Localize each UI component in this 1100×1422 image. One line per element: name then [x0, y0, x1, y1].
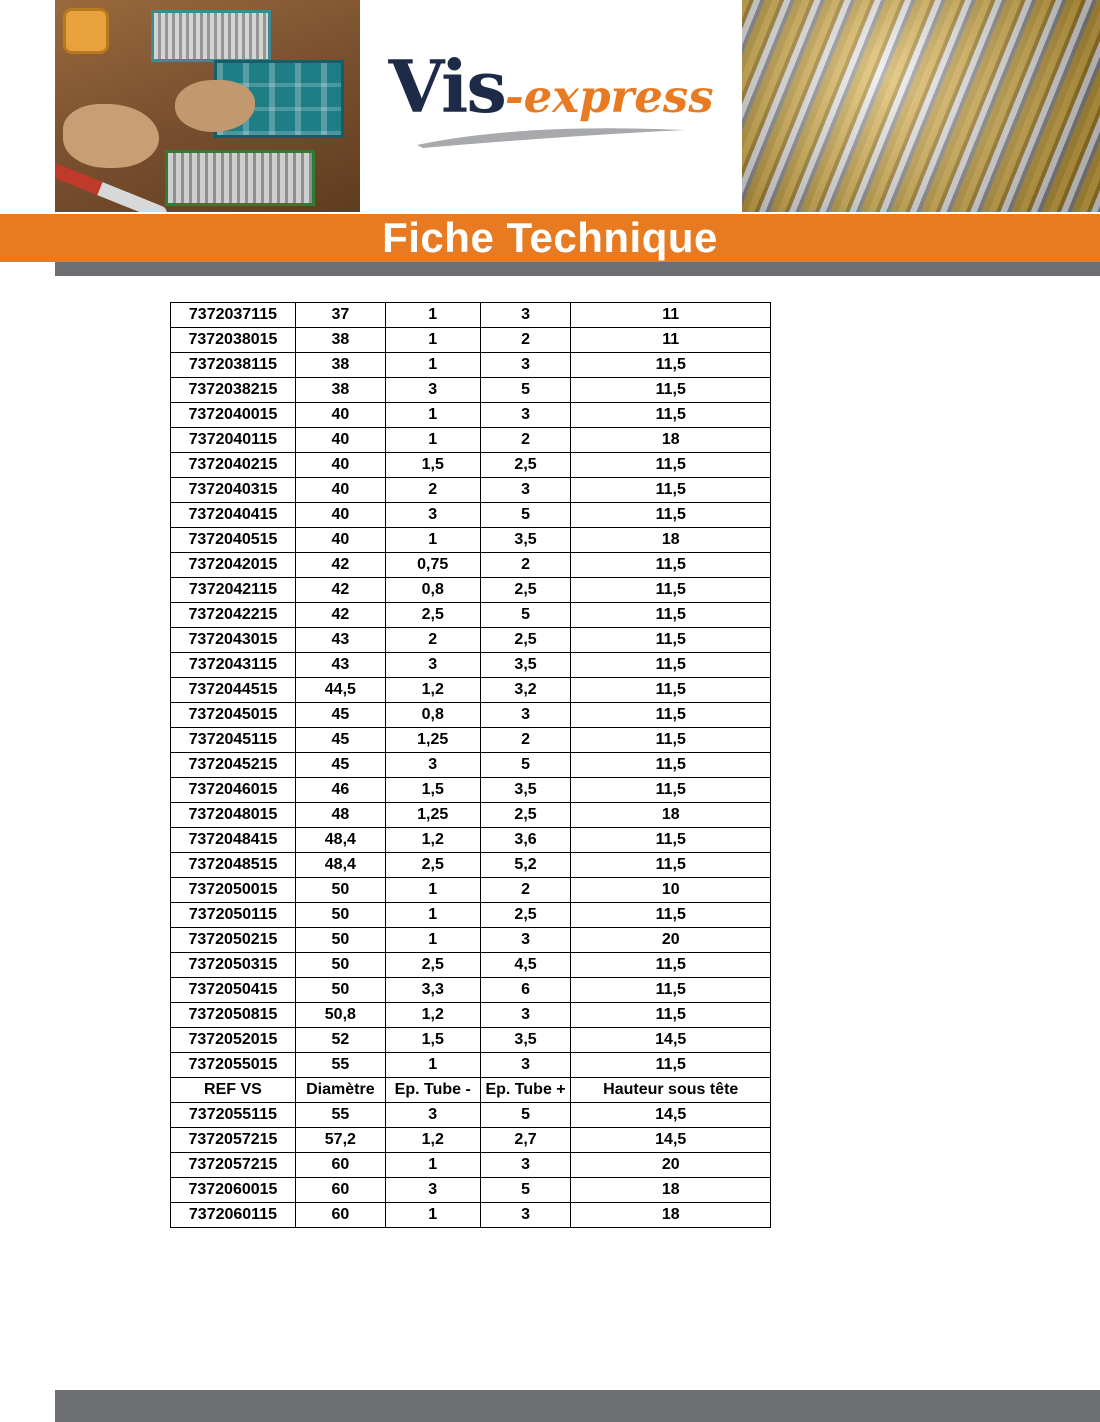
- table-cell: 14,5: [571, 1028, 771, 1053]
- table-cell: 3: [480, 1003, 571, 1028]
- table-cell: 7372043115: [171, 653, 296, 678]
- table-cell: 20: [571, 1153, 771, 1178]
- table-cell: 11,5: [571, 778, 771, 803]
- table-cell: 38: [295, 328, 385, 353]
- spec-table-row: [171, 1103, 771, 1128]
- photo-sheen-decoration: [742, 0, 1100, 212]
- table-cell: 60: [295, 1153, 385, 1178]
- table-cell: 2: [385, 628, 480, 653]
- table-cell: 4,5: [480, 953, 571, 978]
- spec-table-row: [171, 953, 771, 978]
- table-cell: 1: [385, 928, 480, 953]
- table-cell: 40: [295, 503, 385, 528]
- table-cell: 7372037115: [171, 303, 296, 328]
- table-cell: 5: [480, 503, 571, 528]
- table-cell: 7372050415: [171, 978, 296, 1003]
- table-cell: 2,5: [480, 628, 571, 653]
- spec-table-row: [171, 578, 771, 603]
- table-cell: 50: [295, 878, 385, 903]
- column-header-cell: Diamètre: [295, 1078, 385, 1103]
- table-cell: 5: [480, 603, 571, 628]
- table-cell: 11,5: [571, 903, 771, 928]
- workbench-photo: [55, 0, 360, 212]
- table-cell: 50,8: [295, 1003, 385, 1028]
- spec-table-row: [171, 403, 771, 428]
- table-cell: 3: [480, 353, 571, 378]
- table-cell: 3: [385, 1103, 480, 1128]
- table-cell: 14,5: [571, 1128, 771, 1153]
- table-cell: 3: [480, 1053, 571, 1078]
- table-cell: 1: [385, 403, 480, 428]
- spec-table-row: [171, 503, 771, 528]
- screw-box-decoration: [151, 10, 271, 62]
- table-cell: 3: [385, 1178, 480, 1203]
- logo-swoosh-icon: [360, 123, 742, 154]
- table-cell: 2,5: [480, 578, 571, 603]
- table-cell: 0,8: [385, 578, 480, 603]
- spec-table-body: [171, 303, 771, 1228]
- tape-measure-decoration: [63, 8, 109, 54]
- table-cell: 3,5: [480, 653, 571, 678]
- table-cell: 50: [295, 953, 385, 978]
- table-cell: 7372040215: [171, 453, 296, 478]
- table-cell: 1,25: [385, 803, 480, 828]
- table-cell: 1: [385, 528, 480, 553]
- column-header-cell: Ep. Tube -: [385, 1078, 480, 1103]
- table-cell: 11,5: [571, 828, 771, 853]
- table-cell: 11,5: [571, 378, 771, 403]
- table-cell: 7372048415: [171, 828, 296, 853]
- table-cell: 3,3: [385, 978, 480, 1003]
- table-cell: 7372060015: [171, 1178, 296, 1203]
- table-cell: 2: [480, 553, 571, 578]
- table-cell: 2,5: [480, 803, 571, 828]
- table-cell: 1: [385, 878, 480, 903]
- spec-table-row: [171, 478, 771, 503]
- spec-table-row: [171, 328, 771, 353]
- table-cell: 7372057215: [171, 1128, 296, 1153]
- spec-table-row: [171, 753, 771, 778]
- table-cell: 11,5: [571, 653, 771, 678]
- table-cell: 3: [480, 303, 571, 328]
- spec-table-row: [171, 1028, 771, 1053]
- table-cell: 7372040515: [171, 528, 296, 553]
- spec-table-row: [171, 903, 771, 928]
- table-cell: 7372060115: [171, 1203, 296, 1228]
- column-header-cell: REF VS: [171, 1078, 296, 1103]
- table-cell: 6: [480, 978, 571, 1003]
- table-cell: 2,5: [385, 603, 480, 628]
- table-cell: 60: [295, 1203, 385, 1228]
- table-cell: 7372038215: [171, 378, 296, 403]
- spec-table-row: [171, 428, 771, 453]
- table-cell: 7372040115: [171, 428, 296, 453]
- table-cell: 7372045215: [171, 753, 296, 778]
- table-cell: 1,2: [385, 1003, 480, 1028]
- table-cell: 3,2: [480, 678, 571, 703]
- table-cell: 43: [295, 628, 385, 653]
- table-cell: 3,5: [480, 778, 571, 803]
- table-cell: 46: [295, 778, 385, 803]
- spec-table-header-row: [171, 1078, 771, 1103]
- table-cell: 11,5: [571, 503, 771, 528]
- spec-table-row: [171, 1153, 771, 1178]
- table-cell: 7372040415: [171, 503, 296, 528]
- table-cell: 1: [385, 1153, 480, 1178]
- table-cell: 60: [295, 1178, 385, 1203]
- table-cell: 11,5: [571, 703, 771, 728]
- table-cell: 7372050815: [171, 1003, 296, 1028]
- page-title: Fiche Technique: [382, 214, 718, 261]
- table-cell: 2,5: [480, 453, 571, 478]
- table-cell: 11,5: [571, 978, 771, 1003]
- spec-table-row: [171, 1128, 771, 1153]
- table-cell: 7372055115: [171, 1103, 296, 1128]
- table-cell: 1: [385, 903, 480, 928]
- spec-table-row: [171, 378, 771, 403]
- logo: [360, 44, 742, 154]
- table-cell: 40: [295, 428, 385, 453]
- table-cell: 3,6: [480, 828, 571, 853]
- table-cell: 3: [480, 1153, 571, 1178]
- table-cell: 3: [385, 378, 480, 403]
- table-cell: 1,25: [385, 728, 480, 753]
- table-cell: 5,2: [480, 853, 571, 878]
- spec-table-row: [171, 528, 771, 553]
- table-cell: 11: [571, 303, 771, 328]
- spec-table-row: [171, 728, 771, 753]
- logo-brand-primary: Vis: [388, 44, 505, 129]
- table-cell: 11,5: [571, 578, 771, 603]
- table-cell: 11,5: [571, 728, 771, 753]
- footer-bar: [55, 1390, 1100, 1422]
- title-banner: [0, 214, 1100, 262]
- table-cell: 2,7: [480, 1128, 571, 1153]
- table-cell: 37: [295, 303, 385, 328]
- table-cell: 1: [385, 1203, 480, 1228]
- table-cell: 11,5: [571, 603, 771, 628]
- table-cell: 7372040315: [171, 478, 296, 503]
- table-cell: 55: [295, 1053, 385, 1078]
- table-cell: 7372044515: [171, 678, 296, 703]
- spec-table: [170, 302, 771, 1228]
- table-cell: 7372050215: [171, 928, 296, 953]
- table-cell: 7372048015: [171, 803, 296, 828]
- table-cell: 38: [295, 378, 385, 403]
- table-cell: 40: [295, 478, 385, 503]
- table-cell: 7372038015: [171, 328, 296, 353]
- table-cell: 1: [385, 328, 480, 353]
- screw-tray-decoration: [165, 150, 315, 206]
- table-cell: 1,2: [385, 678, 480, 703]
- table-cell: 10: [571, 878, 771, 903]
- table-cell: 11,5: [571, 553, 771, 578]
- table-cell: 1: [385, 303, 480, 328]
- table-cell: 2,5: [385, 853, 480, 878]
- table-cell: 7372052015: [171, 1028, 296, 1053]
- table-cell: 45: [295, 728, 385, 753]
- screws-photo: [742, 0, 1100, 212]
- table-cell: 3: [385, 503, 480, 528]
- table-cell: 0,75: [385, 553, 480, 578]
- table-cell: 7372042115: [171, 578, 296, 603]
- spec-table-row: [171, 453, 771, 478]
- table-cell: 7372045015: [171, 703, 296, 728]
- table-cell: 11,5: [571, 628, 771, 653]
- table-cell: 42: [295, 578, 385, 603]
- table-cell: 1,5: [385, 1028, 480, 1053]
- table-cell: 18: [571, 428, 771, 453]
- table-cell: 18: [571, 528, 771, 553]
- table-cell: 40: [295, 528, 385, 553]
- table-cell: 2: [480, 428, 571, 453]
- divider-bar: [55, 262, 1100, 276]
- spec-table-row: [171, 1053, 771, 1078]
- spec-table-row: [171, 853, 771, 878]
- spec-table-row: [171, 703, 771, 728]
- table-cell: 7372055015: [171, 1053, 296, 1078]
- table-cell: 11,5: [571, 453, 771, 478]
- spec-table-row: [171, 778, 771, 803]
- spec-table-row: [171, 628, 771, 653]
- table-cell: 11,5: [571, 953, 771, 978]
- table-cell: 11,5: [571, 353, 771, 378]
- table-cell: 7372050315: [171, 953, 296, 978]
- table-cell: 11,5: [571, 1053, 771, 1078]
- spec-table-row: [171, 828, 771, 853]
- table-cell: 43: [295, 653, 385, 678]
- spec-table-row: [171, 553, 771, 578]
- table-cell: 1,5: [385, 453, 480, 478]
- table-cell: 1,2: [385, 828, 480, 853]
- table-cell: 18: [571, 1178, 771, 1203]
- table-cell: 45: [295, 753, 385, 778]
- table-cell: 7372038115: [171, 353, 296, 378]
- table-cell: 20: [571, 928, 771, 953]
- table-cell: 2: [385, 478, 480, 503]
- table-cell: 1: [385, 353, 480, 378]
- table-cell: 18: [571, 803, 771, 828]
- table-cell: 2: [480, 728, 571, 753]
- table-cell: 3: [480, 478, 571, 503]
- table-cell: 11: [571, 328, 771, 353]
- spec-table-row: [171, 928, 771, 953]
- table-cell: 3: [385, 653, 480, 678]
- table-cell: 5: [480, 1178, 571, 1203]
- table-cell: 48,4: [295, 853, 385, 878]
- table-cell: 3: [480, 928, 571, 953]
- logo-brand-secondary: -express: [504, 70, 714, 123]
- table-cell: 3: [385, 753, 480, 778]
- spec-table-row: [171, 303, 771, 328]
- table-cell: 11,5: [571, 753, 771, 778]
- table-cell: 42: [295, 553, 385, 578]
- table-cell: 38: [295, 353, 385, 378]
- table-cell: 3: [480, 1203, 571, 1228]
- spec-table-row: [171, 603, 771, 628]
- table-cell: 52: [295, 1028, 385, 1053]
- table-cell: 40: [295, 403, 385, 428]
- table-cell: 7372050115: [171, 903, 296, 928]
- table-cell: 7372050015: [171, 878, 296, 903]
- table-cell: 0,8: [385, 703, 480, 728]
- table-cell: 7372042215: [171, 603, 296, 628]
- table-cell: 11,5: [571, 1003, 771, 1028]
- table-cell: 1: [385, 428, 480, 453]
- table-cell: 7372046015: [171, 778, 296, 803]
- table-cell: 48,4: [295, 828, 385, 853]
- table-cell: 7372045115: [171, 728, 296, 753]
- column-header-cell: Hauteur sous tête: [571, 1078, 771, 1103]
- table-cell: 42: [295, 603, 385, 628]
- table-cell: 40: [295, 453, 385, 478]
- table-cell: 44,5: [295, 678, 385, 703]
- table-cell: 45: [295, 703, 385, 728]
- table-cell: 1,2: [385, 1128, 480, 1153]
- table-cell: 3,5: [480, 1028, 571, 1053]
- table-cell: 5: [480, 378, 571, 403]
- table-cell: 7372043015: [171, 628, 296, 653]
- table-cell: 7372040015: [171, 403, 296, 428]
- spec-table-row: [171, 978, 771, 1003]
- spec-table-row: [171, 1178, 771, 1203]
- table-cell: 50: [295, 903, 385, 928]
- spec-table-row: [171, 678, 771, 703]
- table-cell: 5: [480, 753, 571, 778]
- table-cell: 3,5: [480, 528, 571, 553]
- table-cell: 14,5: [571, 1103, 771, 1128]
- spec-table-row: [171, 1203, 771, 1228]
- column-header-cell: Ep. Tube +: [480, 1078, 571, 1103]
- table-cell: 2: [480, 878, 571, 903]
- table-cell: 7372042015: [171, 553, 296, 578]
- table-cell: 18: [571, 1203, 771, 1228]
- spec-table-row: [171, 653, 771, 678]
- table-cell: 5: [480, 1103, 571, 1128]
- table-cell: 3: [480, 703, 571, 728]
- hand-decoration: [63, 104, 159, 168]
- spec-table-row: [171, 878, 771, 903]
- table-cell: 55: [295, 1103, 385, 1128]
- spec-table-row: [171, 353, 771, 378]
- table-cell: 11,5: [571, 403, 771, 428]
- table-cell: 11,5: [571, 853, 771, 878]
- table-cell: 48: [295, 803, 385, 828]
- table-cell: 7372048515: [171, 853, 296, 878]
- spec-table-row: [171, 803, 771, 828]
- table-cell: 50: [295, 928, 385, 953]
- table-cell: 50: [295, 978, 385, 1003]
- spec-table-row: [171, 1003, 771, 1028]
- table-cell: 11,5: [571, 678, 771, 703]
- table-cell: 57,2: [295, 1128, 385, 1153]
- table-cell: 1: [385, 1053, 480, 1078]
- table-cell: 2,5: [385, 953, 480, 978]
- table-cell: 7372057215: [171, 1153, 296, 1178]
- table-cell: 3: [480, 403, 571, 428]
- table-cell: 2,5: [480, 903, 571, 928]
- table-cell: 11,5: [571, 478, 771, 503]
- table-cell: 2: [480, 328, 571, 353]
- table-cell: 1,5: [385, 778, 480, 803]
